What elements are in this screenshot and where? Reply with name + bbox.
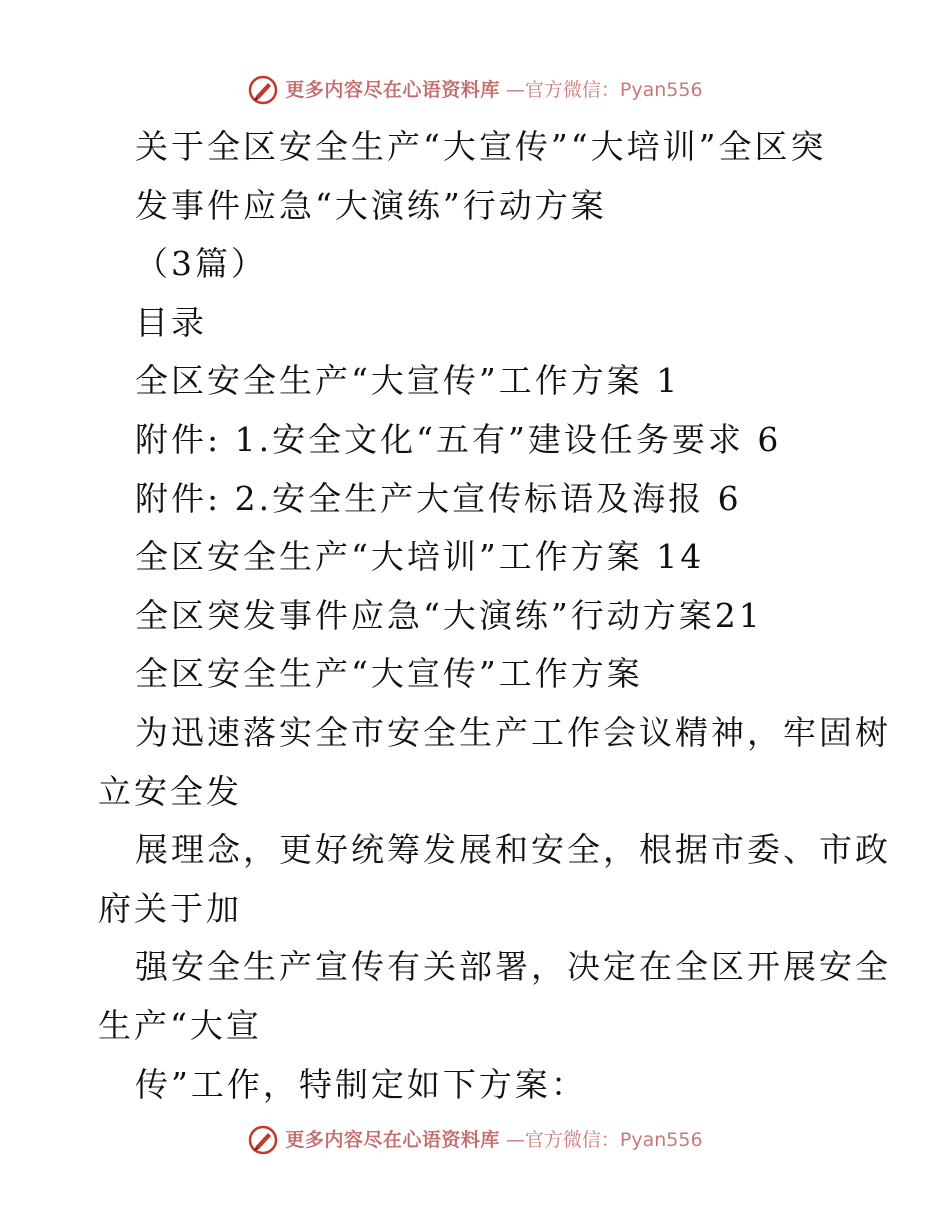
- toc-item: 附件: 1.安全文化“五有”建设任务要求 6: [135, 419, 782, 459]
- paragraph-line: 生产“大宣: [98, 1005, 262, 1045]
- watermark-contact: —官方微信：Pyan556: [505, 1128, 703, 1151]
- pen-logo-icon: [247, 1124, 279, 1156]
- toc-item: 全区突发事件应急“大演练”行动方案21: [135, 595, 763, 635]
- title-line-1: 关于全区安全生产“大宣传”“大培训”全区突: [135, 127, 827, 166]
- paragraph-line: 强安全生产宣传有关部署，决定在全区开展安全: [135, 947, 891, 987]
- paragraph-line: 为迅速落实全市安全生产工作会议精神，牢固树: [135, 712, 891, 752]
- paragraph-line: 立安全发: [98, 771, 242, 811]
- paragraph-line: 府关于加: [98, 888, 242, 928]
- pen-logo-icon: [247, 74, 279, 106]
- watermark-contact: —官方微信：Pyan556: [505, 78, 703, 101]
- watermark-header: [0, 72, 950, 108]
- toc-item: 全区安全生产“大培训”工作方案 14: [135, 537, 705, 577]
- watermark-footer: [0, 1122, 950, 1158]
- document-body: [0, 118, 950, 1114]
- toc-item: 附件: 2.安全生产大宣传标语及海报 6: [135, 478, 742, 518]
- title-count: （3篇）: [135, 244, 267, 284]
- section-heading: 全区安全生产“大宣传”工作方案: [135, 654, 643, 694]
- watermark-text: 更多内容尽在心语资料库: [285, 1128, 500, 1151]
- toc-heading: 目录: [135, 302, 207, 342]
- title-line-2: 发事件应急“大演练”行动方案: [135, 185, 607, 225]
- paragraph-line: 传”工作，特制定如下方案：: [135, 1064, 587, 1104]
- watermark-text: 更多内容尽在心语资料库: [285, 78, 500, 101]
- paragraph-line: 展理念，更好统筹发展和安全，根据市委、市政: [135, 830, 891, 870]
- toc-item: 全区安全生产“大宣传”工作方案 1: [135, 361, 681, 401]
